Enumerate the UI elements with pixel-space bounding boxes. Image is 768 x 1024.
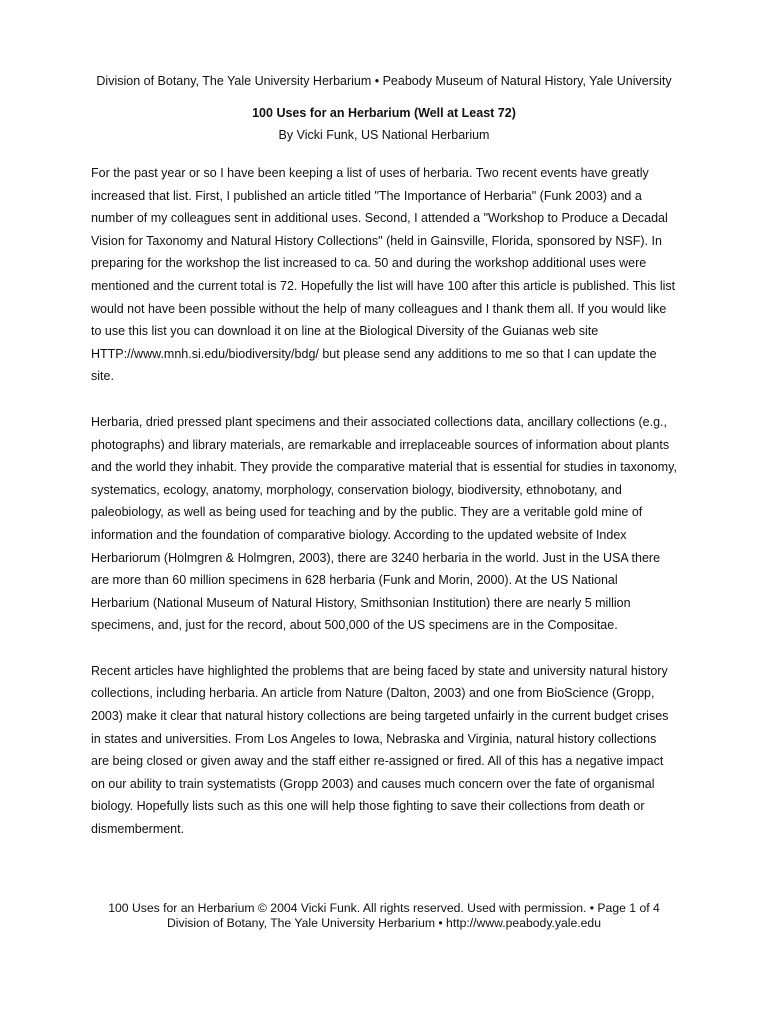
paragraph-3: Recent articles have highlighted the problems that are being faced by state and university natural history collections, including herbaria. An article from Nature (Dalton, 2003) and one from BioScience (Gropp, 2003) make it clear that natural history collections are being targeted unfairly in the current budget crises in states and universities. From Los Angeles to Iowa, Nebraska and Virginia, natural history collections are being closed or given away and the staff either re-assigned or fired. All of this has a negative impact on our ability to train systematists (Gropp 2003) and causes much concern over the fate of organismal biology. Hopefully lists such as this one will help those fighting to save their collections from death or dismemberment. [91,663,669,837]
document-byline: By Vicki Funk, US National Herbarium [278,128,490,142]
page-footer [0,901,768,931]
page-header: Division of Botany, The Yale University Herbarium • Peabody Museum of Natural History, Yale University [96,74,672,88]
paragraph-1: For the past year or so I have been keeping a list of uses of herbaria. Two recent events have greatly increased that list. First, I published an article titled "The Importance of Herbaria" (Funk 2003) and a number of my colleagues sent in additional uses. Second, I attended a "Workshop to Produce a Decadal Vision for Taxonomy and Natural History Collections" (held in Gainsville, Florida, sponsored by NSF). In preparing for the workshop the list increased to ca. 50 and during the workshop additional uses were mentioned and the current total is 72. Hopefully the list will have 100 after this article is published. This list would not have been possible without the help of many colleagues and I thank them all. If you would like to use this list you can download it on line at the Biological Diversity of the Guianas web site HTTP://www.mnh.si.edu/biodiversity/bdg/ but please send any additions to me so that I can update the site. [91,166,676,384]
paragraph-2: Herbaria, dried pressed plant specimens and their associated collections data, ancillary collections (e.g., photographs) and library materials, are remarkable and irreplaceable sources of information about plants and the world they inhabit. They provide the comparative material that is essential for studies in taxonomy, systematics, ecology, anatomy, morphology, conservation biology, biodiversity, ethnobotany, and paleobiology, as well as being used for teaching and by the public. They are a veritable gold mine of information and the foundation of comparative biology. According to the updated website of Index Herbariorum (Holmgren & Holmgren, 2003), there are 3240 herbaria in the world. Just in the USA there are more than 60 million specimens in 628 herbaria (Funk and Morin, 2000). At the US National Herbarium (National Museum of Natural History, Smithsonian Institution) there are nearly 5 million specimens, and, just for the record, about 500,000 of the US specimens are in the Compositae. [91,414,677,633]
document-body [91,162,677,864]
document-title: 100 Uses for an Herbarium (Well at Least 72) [252,106,516,120]
footer-line-1: 100 Uses for an Herbarium © 2004 Vicki Funk. All rights reserved. Used with permission. • Page 1 of 4 [108,901,660,915]
footer-line-2: Division of Botany, The Yale University Herbarium • http://www.peabody.yale.edu [167,916,601,930]
